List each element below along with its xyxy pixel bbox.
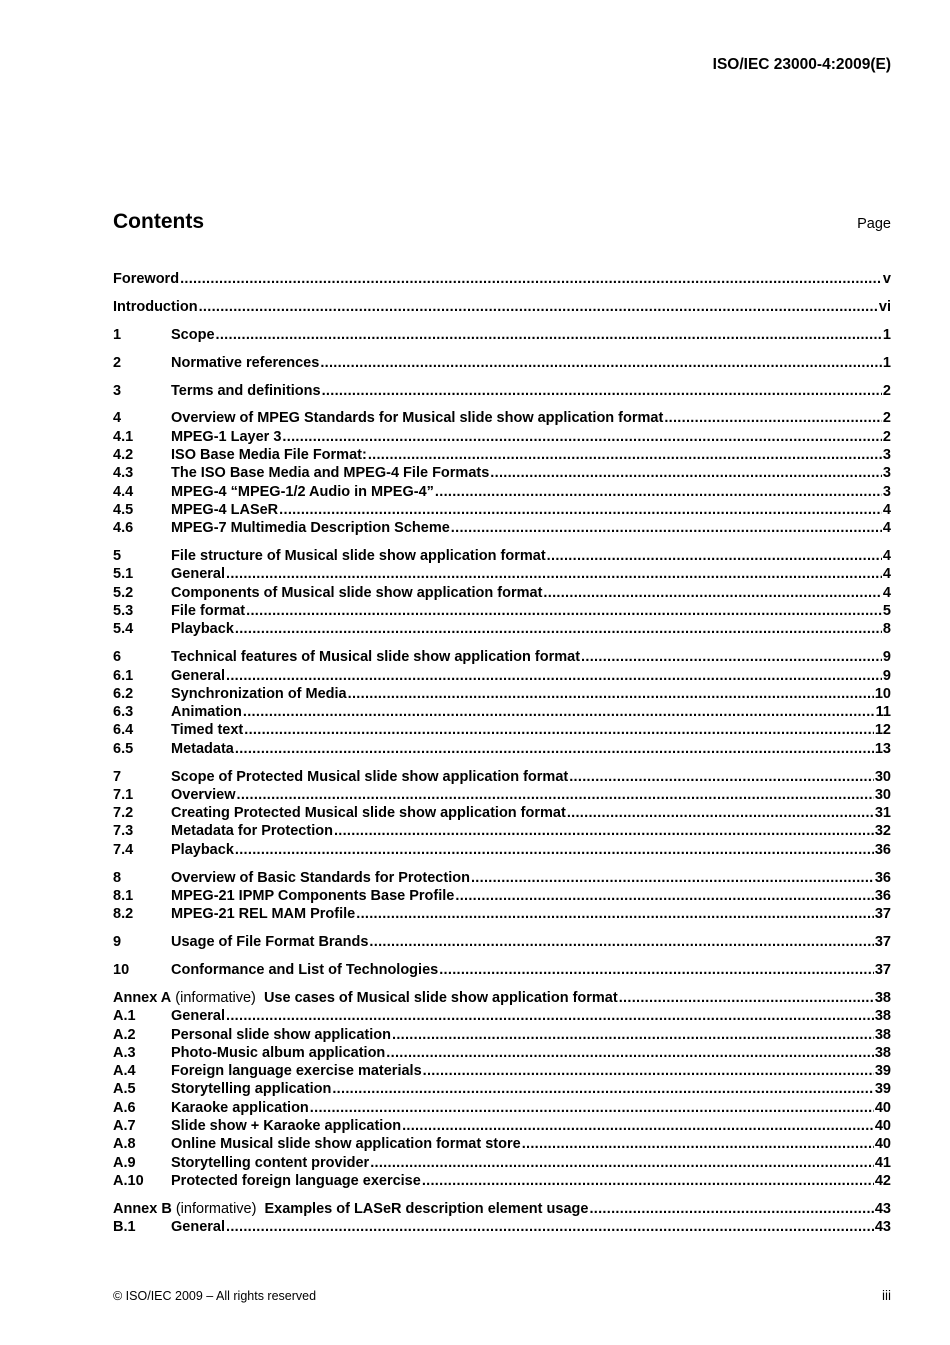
toc-entry-page: 10 bbox=[874, 685, 891, 702]
dot-leader bbox=[348, 685, 874, 703]
toc-entry-number: 4.4 bbox=[113, 483, 134, 500]
toc-entry-title: MPEG-4 LASeR bbox=[171, 501, 279, 518]
toc-entry-page: 36 bbox=[874, 869, 891, 886]
toc-entry-page: 30 bbox=[874, 786, 891, 803]
page-number: iii bbox=[882, 1288, 891, 1303]
toc-entry-title: Foreign language exercise materials bbox=[171, 1063, 422, 1080]
toc-entry-page: 31 bbox=[874, 805, 891, 822]
toc-entry-page: 42 bbox=[874, 1172, 891, 1189]
dot-leader bbox=[226, 1007, 874, 1025]
annex-title: Use cases of Musical slide show application format bbox=[263, 989, 618, 1006]
toc-entry-number: 6.3 bbox=[113, 704, 134, 721]
dot-leader bbox=[334, 822, 874, 840]
toc-entry-page: 38 bbox=[874, 989, 891, 1006]
toc-entry[interactable] bbox=[113, 703, 891, 721]
toc-entry-title: Timed text bbox=[171, 722, 244, 739]
toc-entry-number: A.8 bbox=[113, 1136, 136, 1153]
dot-leader bbox=[543, 584, 882, 602]
dot-leader bbox=[455, 887, 874, 905]
toc-entry-page: 38 bbox=[874, 1008, 891, 1025]
toc-entry-title: Introduction bbox=[113, 298, 198, 315]
toc-entry[interactable] bbox=[113, 841, 891, 859]
dot-leader bbox=[435, 483, 882, 501]
dot-leader bbox=[237, 786, 874, 804]
toc-entry-page: 9 bbox=[882, 649, 891, 666]
annex-title: Examples of LASeR description element usage bbox=[264, 1200, 589, 1217]
toc-entry-title: MPEG-21 IPMP Components Base Profile bbox=[171, 887, 455, 904]
toc-entry[interactable] bbox=[113, 483, 891, 501]
toc-entry[interactable] bbox=[113, 409, 891, 427]
toc-entry-page: 8 bbox=[882, 621, 891, 638]
toc-entry-number: 9 bbox=[113, 934, 122, 951]
toc-entry-title bbox=[113, 1200, 588, 1218]
dot-leader bbox=[235, 620, 882, 638]
toc-entry-number: 3 bbox=[113, 382, 122, 399]
copyright-notice: © ISO/IEC 2009 – All rights reserved bbox=[113, 1289, 317, 1303]
toc-entry[interactable] bbox=[113, 740, 891, 758]
toc-entry-number: 5 bbox=[113, 548, 122, 565]
dot-leader bbox=[216, 326, 882, 344]
toc-entry-title: MPEG-4 “MPEG-1/2 Audio in MPEG-4” bbox=[171, 483, 434, 500]
toc-entry-number: 10 bbox=[113, 962, 130, 979]
dot-leader bbox=[243, 703, 875, 721]
dot-leader bbox=[244, 721, 874, 739]
dot-leader bbox=[490, 464, 882, 482]
toc-entry-title: Storytelling content provider bbox=[171, 1154, 370, 1171]
toc-entry-page: 4 bbox=[882, 548, 891, 565]
toc-entry-page: 30 bbox=[874, 768, 891, 785]
dot-leader bbox=[589, 1200, 873, 1218]
toc-entry[interactable] bbox=[113, 1172, 891, 1190]
toc-entry-number: 5.4 bbox=[113, 621, 134, 638]
toc-entry[interactable] bbox=[113, 905, 891, 923]
dot-leader bbox=[226, 667, 882, 685]
toc-entry[interactable] bbox=[113, 584, 891, 602]
toc-entry-page: 11 bbox=[875, 704, 891, 721]
toc-entry[interactable] bbox=[113, 382, 891, 400]
toc-entry-title: Online Musical slide show application format store bbox=[171, 1136, 521, 1153]
toc-entry-title: Playback bbox=[171, 841, 234, 858]
toc-entry[interactable] bbox=[113, 869, 891, 887]
dot-leader bbox=[235, 841, 874, 859]
document-id: ISO/IEC 23000-4:2009(E) bbox=[712, 56, 891, 73]
toc-entry-title: Overview bbox=[171, 786, 236, 803]
toc-entry-page: 5 bbox=[882, 603, 891, 620]
dot-leader bbox=[322, 382, 882, 400]
dot-leader bbox=[226, 1218, 874, 1236]
toc-entry-title: Metadata for Protection bbox=[171, 823, 333, 840]
toc-entry-number: 4 bbox=[113, 410, 122, 427]
page-title: Contents bbox=[113, 210, 204, 233]
dot-leader bbox=[246, 602, 882, 620]
dot-leader bbox=[422, 1172, 874, 1190]
toc-entry-title: Storytelling application bbox=[171, 1081, 332, 1098]
toc-entry[interactable] bbox=[113, 354, 891, 372]
toc-entry-page: 40 bbox=[874, 1136, 891, 1153]
toc-entry-page: 13 bbox=[874, 740, 891, 757]
dot-leader bbox=[547, 547, 882, 565]
toc-entry-number: 2 bbox=[113, 354, 122, 371]
toc-entry-title: General bbox=[171, 1219, 225, 1236]
toc-entry-page: 40 bbox=[874, 1118, 891, 1134]
toc-entry[interactable] bbox=[113, 933, 891, 951]
toc-entry-number: A.1 bbox=[113, 1008, 136, 1025]
toc-entry-title: Overview of Basic Standards for Protection bbox=[171, 869, 470, 886]
toc-entry-number: 7.1 bbox=[113, 786, 134, 803]
toc-entry[interactable] bbox=[113, 1117, 891, 1135]
toc-entry-number: 4.1 bbox=[113, 428, 134, 445]
dot-leader bbox=[368, 446, 882, 464]
dot-leader bbox=[356, 905, 874, 923]
annex-label: Annex A bbox=[113, 989, 172, 1006]
toc-entry-page: 40 bbox=[874, 1099, 891, 1116]
toc-entry-title: Conformance and List of Technologies bbox=[171, 962, 439, 979]
dot-leader bbox=[402, 1117, 874, 1135]
toc-entry-title: Scope bbox=[171, 326, 215, 343]
toc-entry-title: Creating Protected Musical slide show application format bbox=[171, 805, 566, 822]
toc-entry-number: 5.1 bbox=[113, 566, 134, 583]
toc-entry-title: Personal slide show application bbox=[171, 1026, 391, 1043]
dot-leader bbox=[332, 1080, 874, 1098]
toc-entry[interactable] bbox=[113, 298, 891, 316]
toc-entry-number: A.6 bbox=[113, 1099, 136, 1116]
toc-entry-title: Metadata bbox=[171, 740, 234, 757]
toc-entry-number: 8 bbox=[113, 869, 122, 886]
dot-leader bbox=[451, 519, 882, 537]
toc-entry-title: MPEG-7 Multimedia Description Scheme bbox=[171, 520, 450, 537]
toc-entry-page: 2 bbox=[882, 382, 891, 399]
toc-entry[interactable] bbox=[113, 721, 891, 739]
toc-entry-page: 2 bbox=[882, 428, 891, 445]
toc-entry-number: 4.2 bbox=[113, 447, 134, 464]
toc-entry-title: Protected foreign language exercise bbox=[171, 1172, 421, 1189]
toc-entry-number: 6.2 bbox=[113, 685, 134, 702]
toc-entry-title: Scope of Protected Musical slide show application format bbox=[171, 768, 569, 785]
toc-entry-number: 7.4 bbox=[113, 841, 134, 858]
toc-entry-title: Photo-Music album application bbox=[171, 1044, 386, 1061]
toc-entry-page: v bbox=[882, 271, 891, 287]
toc-entry[interactable] bbox=[113, 270, 891, 288]
dot-leader bbox=[226, 565, 882, 583]
dot-leader bbox=[386, 1044, 874, 1062]
toc-entry-page: 3 bbox=[882, 447, 891, 464]
dot-leader bbox=[423, 1062, 874, 1080]
dot-leader bbox=[569, 768, 874, 786]
toc-entry-title: Foreword bbox=[113, 271, 180, 287]
toc-entry-number: 5.3 bbox=[113, 603, 134, 620]
toc-entry-title: General bbox=[171, 667, 225, 684]
toc-entry[interactable] bbox=[113, 768, 891, 786]
toc-entry-title: Technical features of Musical slide show application format bbox=[171, 649, 581, 666]
toc-entry-title: Normative references bbox=[171, 354, 320, 371]
toc-entry-number: 8.2 bbox=[113, 906, 134, 923]
toc-entry[interactable] bbox=[113, 648, 891, 666]
dot-leader bbox=[439, 961, 874, 979]
toc-entry[interactable] bbox=[113, 1044, 891, 1062]
annex-note: (informative) bbox=[171, 989, 264, 1006]
toc-entry-page: 4 bbox=[882, 501, 891, 518]
toc-entry[interactable] bbox=[113, 1080, 891, 1098]
toc-entry-title: File structure of Musical slide show application format bbox=[171, 548, 546, 565]
toc-entry[interactable] bbox=[113, 989, 891, 1007]
toc-entry-number: A.10 bbox=[113, 1172, 144, 1189]
toc-entry-page: 39 bbox=[874, 1081, 891, 1098]
toc-entry-page: 41 bbox=[874, 1154, 891, 1171]
toc-entry[interactable] bbox=[113, 620, 891, 638]
toc-entry[interactable] bbox=[113, 1218, 891, 1236]
toc-entry-title: Components of Musical slide show application format bbox=[171, 584, 543, 601]
toc-entry-title: Karaoke application bbox=[171, 1099, 309, 1116]
toc-entry[interactable] bbox=[113, 326, 891, 344]
toc-entry-title: Usage of File Format Brands bbox=[171, 934, 369, 951]
toc-entry[interactable] bbox=[113, 1200, 891, 1218]
toc-entry-title: File format bbox=[171, 603, 246, 620]
toc-entry-page: 1 bbox=[882, 354, 891, 371]
toc-entry-page: 2 bbox=[882, 410, 891, 427]
toc-entry-title: General bbox=[171, 1008, 225, 1025]
toc-entry[interactable] bbox=[113, 1135, 891, 1153]
toc-entry[interactable] bbox=[113, 501, 891, 519]
toc-entry[interactable] bbox=[113, 1154, 891, 1172]
dot-leader bbox=[180, 270, 882, 288]
toc-entry-number: 6.1 bbox=[113, 667, 134, 684]
toc-entry-title: General bbox=[171, 566, 225, 583]
toc-entry-page: 43 bbox=[874, 1219, 891, 1236]
toc-entry-page: 9 bbox=[882, 667, 891, 684]
toc-entry[interactable] bbox=[113, 887, 891, 905]
dot-leader bbox=[581, 648, 882, 666]
toc-entry[interactable] bbox=[113, 822, 891, 840]
dot-leader bbox=[619, 989, 874, 1007]
toc-entry[interactable] bbox=[113, 464, 891, 482]
dot-leader bbox=[370, 1154, 874, 1172]
toc-entry-page: 4 bbox=[882, 584, 891, 601]
toc-entry-number: A.7 bbox=[113, 1118, 136, 1134]
toc-entry[interactable] bbox=[113, 667, 891, 685]
toc-entry-title: The ISO Base Media and MPEG-4 File Formats bbox=[171, 465, 490, 482]
toc-entry-number: 6.5 bbox=[113, 740, 134, 757]
toc-entry-title: ISO Base Media File Format: bbox=[171, 447, 367, 464]
toc-entry[interactable] bbox=[113, 1007, 891, 1025]
toc-entry-number: 7.3 bbox=[113, 823, 134, 840]
toc-entry-title: MPEG-21 REL MAM Profile bbox=[171, 906, 356, 923]
toc-entry-page: 3 bbox=[882, 483, 891, 500]
toc-entry-title: MPEG-1 Layer 3 bbox=[171, 428, 282, 445]
toc-entry-number: 4.3 bbox=[113, 465, 134, 482]
toc-entry-number: 8.1 bbox=[113, 887, 134, 904]
toc-entry-number: 1 bbox=[113, 326, 122, 343]
toc-entry-page: 37 bbox=[874, 962, 891, 979]
toc-entry-page: vi bbox=[878, 298, 891, 315]
toc-entry-number: 6.4 bbox=[113, 722, 134, 739]
toc-entry-page: 3 bbox=[882, 465, 891, 482]
table-of-contents bbox=[113, 270, 891, 1236]
toc-entry-number: A.3 bbox=[113, 1044, 136, 1061]
toc-entry[interactable] bbox=[113, 1099, 891, 1117]
toc-entry-page: 1 bbox=[882, 326, 891, 343]
toc-entry-page: 12 bbox=[874, 722, 891, 739]
dot-leader bbox=[279, 501, 882, 519]
toc-entry-page: 37 bbox=[874, 906, 891, 923]
toc-entry-number: A.4 bbox=[113, 1063, 136, 1080]
dot-leader bbox=[567, 804, 874, 822]
toc-entry-page: 43 bbox=[874, 1200, 891, 1217]
dot-leader bbox=[310, 1099, 874, 1117]
toc-entry-page: 4 bbox=[882, 520, 891, 537]
dot-leader bbox=[199, 298, 878, 316]
toc-entry[interactable] bbox=[113, 786, 891, 804]
toc-entry-title: Synchronization of Media bbox=[171, 685, 347, 702]
toc-entry[interactable] bbox=[113, 565, 891, 583]
toc-entry-page: 36 bbox=[874, 841, 891, 858]
toc-entry-number: 6 bbox=[113, 649, 122, 666]
toc-entry[interactable] bbox=[113, 519, 891, 537]
toc-entry-number: A.2 bbox=[113, 1026, 136, 1043]
toc-entry-number: 7 bbox=[113, 768, 122, 785]
toc-entry-page: 38 bbox=[874, 1044, 891, 1061]
dot-leader bbox=[522, 1135, 874, 1153]
toc-entry-number: 4.6 bbox=[113, 520, 134, 537]
toc-entry-page: 37 bbox=[874, 934, 891, 951]
toc-entry-title: Terms and definitions bbox=[171, 382, 321, 399]
toc-entry-page: 32 bbox=[874, 823, 891, 840]
toc-entry[interactable] bbox=[113, 446, 891, 464]
toc-entry[interactable] bbox=[113, 1062, 891, 1080]
dot-leader bbox=[282, 428, 882, 446]
dot-leader bbox=[235, 740, 874, 758]
toc-entry[interactable] bbox=[113, 804, 891, 822]
annex-label: Annex B bbox=[113, 1200, 172, 1217]
toc-entry-number: 7.2 bbox=[113, 805, 134, 822]
toc-entry-page: 4 bbox=[882, 566, 891, 583]
toc-entry-title: Slide show + Karaoke application bbox=[171, 1118, 402, 1134]
annex-note: (informative) bbox=[171, 1200, 265, 1217]
toc-entry-number: A.5 bbox=[113, 1081, 136, 1098]
toc-entry-number: B.1 bbox=[113, 1219, 136, 1236]
toc-entry[interactable] bbox=[113, 1026, 891, 1044]
dot-leader bbox=[369, 933, 873, 951]
dot-leader bbox=[471, 869, 874, 887]
toc-entry-number: 4.5 bbox=[113, 501, 134, 518]
toc-entry-page: 36 bbox=[874, 887, 891, 904]
dot-leader bbox=[664, 409, 882, 427]
toc-entry-number: 5.2 bbox=[113, 584, 134, 601]
toc-entry-number: A.9 bbox=[113, 1154, 136, 1171]
toc-entry-title: Animation bbox=[171, 704, 242, 721]
page-column-label: Page bbox=[857, 216, 891, 232]
toc-entry-title bbox=[113, 989, 618, 1007]
toc-entry-title: Overview of MPEG Standards for Musical slide show application format bbox=[171, 410, 664, 427]
toc-entry-page: 39 bbox=[874, 1063, 891, 1080]
toc-entry-page: 38 bbox=[874, 1026, 891, 1043]
dot-leader bbox=[320, 354, 882, 372]
dot-leader bbox=[392, 1026, 874, 1044]
toc-entry-title: Playback bbox=[171, 621, 234, 638]
toc-entry[interactable] bbox=[113, 547, 891, 565]
toc-entry[interactable] bbox=[113, 602, 891, 620]
toc-entry[interactable] bbox=[113, 685, 891, 703]
toc-entry[interactable] bbox=[113, 428, 891, 446]
toc-entry[interactable] bbox=[113, 961, 891, 979]
